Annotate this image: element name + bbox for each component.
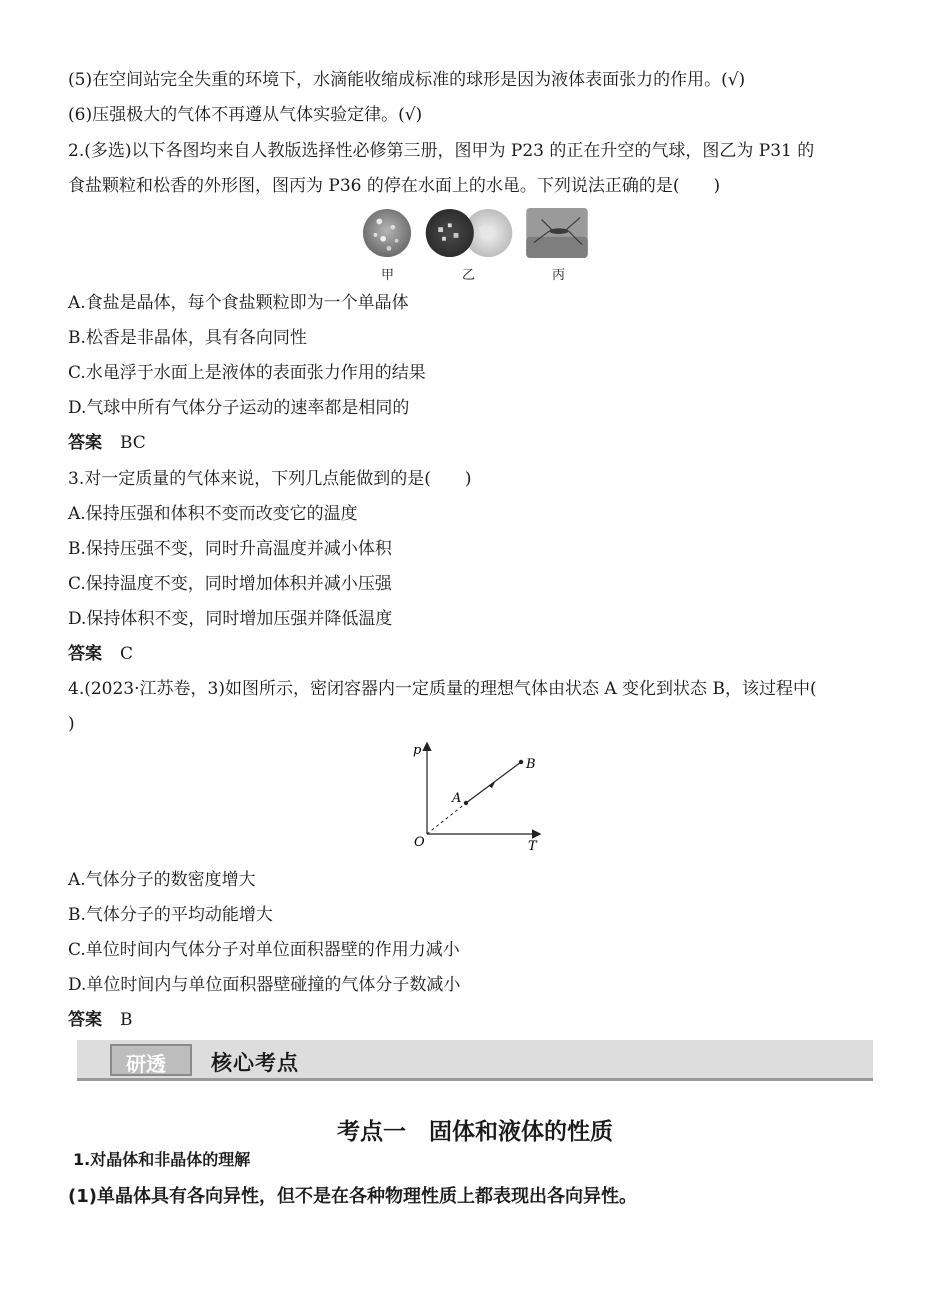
q3-option-b: B.保持压强不变，同时升高温度并减小体积 bbox=[68, 539, 392, 559]
question-2-stem-line1: 2.(多选)以下各图均来自人教版选择性必修第三册，图甲为 P23 的正在升空的气球，图乙为 P31 的 bbox=[68, 141, 815, 161]
question-4-stem-line1: 4.(2023·江苏卷，3)如图所示，密闭容器内一定质量的理想气体由状态 A 变化到状态 B，该过程中( bbox=[68, 679, 817, 699]
caption-yi: 乙 bbox=[462, 268, 476, 283]
balloon-photo bbox=[361, 208, 413, 258]
q3-option-d: D.保持体积不变，同时增加压强并降低温度 bbox=[68, 609, 393, 629]
banner-underline bbox=[77, 1078, 873, 1081]
q2-option-c: C.水黾浮于水面上是液体的表面张力作用的结果 bbox=[68, 363, 426, 383]
question-3-stem: 3.对一定质量的气体来说，下列几点能做到的是( ) bbox=[68, 469, 472, 489]
state-a-point bbox=[464, 801, 468, 805]
q4-option-b: B.气体分子的平均动能增大 bbox=[68, 905, 273, 925]
q4-option-c: C.单位时间内气体分子对单位面积器壁的作用力减小 bbox=[68, 940, 460, 960]
q3-answer bbox=[68, 642, 133, 666]
question-4-stem-line2: ) bbox=[68, 714, 75, 734]
question-2-stem-line2: 食盐颗粒和松香的外形图，图丙为 P36 的停在水面上的水黾。下列说法正确的是( ) bbox=[68, 176, 721, 196]
process-line bbox=[466, 762, 521, 803]
p-t-graph bbox=[405, 738, 555, 856]
answer-label: 答案 bbox=[68, 644, 102, 664]
banner-title: 核心考点 bbox=[211, 1051, 299, 1075]
point-a-label: A bbox=[452, 791, 462, 806]
q2-option-b: B.松香是非晶体，具有各向同性 bbox=[68, 328, 307, 348]
answer-value: B bbox=[120, 1010, 133, 1030]
caption-bing: 丙 bbox=[552, 268, 566, 283]
q4-option-a: A.气体分子的数密度增大 bbox=[68, 870, 256, 890]
banner-tab-label: 研透 bbox=[126, 1052, 166, 1076]
answer-label: 答案 bbox=[68, 433, 102, 453]
point-b-label: B bbox=[526, 757, 536, 772]
x-axis-label: T bbox=[528, 839, 537, 854]
water-strider-photo bbox=[525, 208, 589, 258]
extension-dashed bbox=[427, 803, 466, 834]
caption-jia: 甲 bbox=[381, 268, 395, 283]
section-title: 考点一 固体和液体的性质 bbox=[337, 1119, 613, 1145]
q2-option-d: D.气球中所有气体分子运动的速率都是相同的 bbox=[68, 398, 410, 418]
q4-answer bbox=[68, 1008, 133, 1032]
y-axis-label: p bbox=[413, 743, 422, 758]
q3-option-a: A.保持压强和体积不变而改变它的温度 bbox=[68, 504, 358, 524]
salt-rosin-photo bbox=[423, 208, 515, 258]
q3-option-c: C.保持温度不变，同时增加体积并减小压强 bbox=[68, 574, 392, 594]
q4-option-d: D.单位时间内与单位面积器壁碰撞的气体分子数减小 bbox=[68, 975, 461, 995]
q2-answer bbox=[68, 431, 146, 455]
state-b-point bbox=[519, 760, 523, 764]
statement-6: (6)压强极大的气体不再遵从气体实验定律。(√) bbox=[68, 105, 423, 125]
subheading: 1.对晶体和非晶体的理解 bbox=[73, 1150, 251, 1169]
section-banner bbox=[77, 1040, 873, 1078]
origin-label: O bbox=[414, 835, 425, 850]
statement-5: (5)在空间站完全失重的环境下，水滴能收缩成标准的球形是因为液体表面张力的作用。(√) bbox=[68, 70, 746, 90]
q2-option-a: A.食盐是晶体，每个食盐颗粒即为一个单晶体 bbox=[68, 293, 409, 313]
answer-value: C bbox=[120, 644, 134, 664]
section-body-text: (1)单晶体具有各向异性，但不是在各种物理性质上都表现出各向异性。 bbox=[68, 1186, 637, 1207]
answer-label: 答案 bbox=[68, 1010, 102, 1030]
answer-value: BC bbox=[120, 433, 146, 453]
